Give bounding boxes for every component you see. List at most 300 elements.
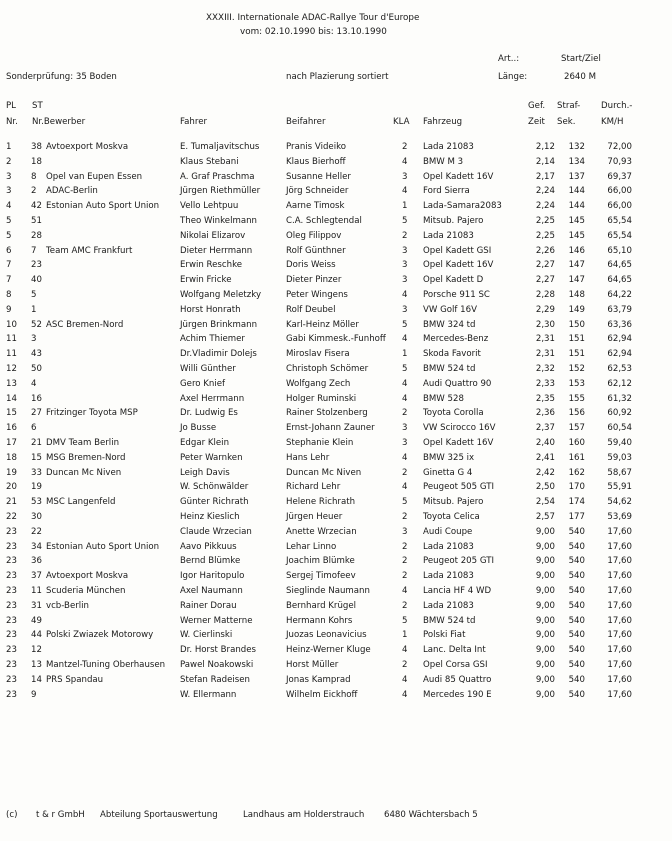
cell-kla: 5 [402, 497, 408, 508]
cell-st: 15 [31, 452, 42, 463]
cell-kmh: 17,60 [607, 660, 632, 670]
cell-pl: 2 [6, 156, 12, 167]
col-beifahrer: Beifahrer [286, 117, 326, 127]
cell-beifahrer: Aarne Timosk [286, 201, 345, 212]
cell-zeit: 2,31 [535, 349, 555, 360]
cell-beifahrer: Wilhelm Eickhoff [286, 689, 358, 700]
cell-pl: 4 [6, 201, 12, 212]
cell-fahrer: W. Schönwälder [180, 482, 249, 493]
cell-fahrzeug: BMW 528 [423, 393, 464, 404]
cell-fahrer: Dr.Vladimir Dolejs [180, 349, 257, 360]
cell-kla: 4 [402, 689, 408, 700]
cell-kla: 4 [402, 290, 408, 300]
col-kla: KLA [393, 117, 410, 127]
cell-fahrzeug: Toyota Celica [423, 512, 480, 522]
cell-st: 27 [31, 408, 42, 419]
cell-beifahrer: Jörg Schneider [286, 186, 349, 197]
cell-fahrzeug: Peugeot 505 GTI [423, 482, 494, 493]
cell-fahrer: Leigh Davis [180, 467, 230, 478]
cell-zeit: 2,54 [535, 497, 555, 508]
cell-straf: 160 [568, 438, 585, 448]
cell-pl: 3 [6, 171, 12, 182]
cell-st: 51 [31, 216, 42, 226]
cell-beifahrer: Christoph Schömer [286, 364, 369, 374]
cell-zeit: 2,31 [535, 334, 555, 345]
table-row [0, 200, 672, 214]
cell-fahrzeug: Lada 21083 [423, 571, 474, 582]
cell-fahrzeug: Lada 21083 [423, 230, 474, 241]
cell-zeit: 2,36 [535, 408, 555, 419]
cell-fahrer: Gero Knief [180, 378, 226, 389]
cell-straf: 540 [568, 586, 585, 596]
cell-pl: 3 [6, 186, 12, 197]
cell-fahrzeug: Lada 21083 [423, 142, 474, 152]
cell-pl: 22 [6, 512, 17, 522]
cell-beifahrer: Richard Lehr [286, 482, 341, 493]
cell-st: 4 [31, 378, 37, 389]
table-row [0, 348, 672, 362]
cell-kmh: 17,60 [607, 674, 632, 685]
col-fahrer: Fahrer [180, 117, 208, 127]
laenge-value: 2640 M [564, 72, 597, 82]
cell-beifahrer: Stephanie Klein [286, 438, 354, 448]
cell-zeit: 2,28 [535, 290, 555, 300]
table-row [0, 319, 672, 333]
cell-zeit: 2,29 [535, 304, 555, 315]
cell-pl: 14 [6, 393, 17, 404]
sonderpruefung-label: Sonderprüfung: 35 Boden [6, 72, 117, 82]
cell-beifahrer: Holger Ruminski [286, 393, 357, 404]
cell-beifahrer: Duncan Mc Niven [286, 467, 362, 478]
cell-fahrer: Willi Günther [180, 364, 236, 374]
cell-bewerber: MSG Bremen-Nord [46, 452, 126, 463]
cell-kmh: 62,94 [607, 349, 632, 360]
cell-fahrzeug: Polski Fiat [423, 630, 466, 641]
cell-straf: 540 [568, 600, 585, 611]
cell-pl: 6 [6, 245, 12, 256]
cell-straf: 134 [568, 156, 585, 167]
cell-beifahrer: Doris Weiss [286, 260, 336, 271]
cell-straf: 144 [568, 201, 585, 212]
cell-zeit: 9,00 [535, 645, 555, 656]
cell-fahrzeug: Porsche 911 SC [423, 290, 490, 300]
cell-fahrer: W. Ellermann [180, 689, 237, 700]
cell-fahrer: Rainer Dorau [180, 600, 237, 611]
cell-kmh: 64,65 [607, 260, 632, 271]
cell-kmh: 62,94 [607, 334, 632, 345]
footer-copyright: (c) [6, 810, 18, 820]
cell-pl: 23 [6, 674, 17, 685]
cell-st: 33 [31, 467, 42, 478]
cell-straf: 177 [568, 512, 585, 522]
cell-st: 19 [31, 482, 42, 493]
table-row [0, 585, 672, 599]
cell-kla: 2 [402, 600, 408, 611]
cell-zeit: 2,50 [535, 482, 555, 493]
cell-pl: 21 [6, 497, 17, 508]
cell-fahrzeug: Lanc. Delta Int [423, 645, 486, 656]
cell-beifahrer: Dieter Pinzer [286, 275, 342, 286]
table-row [0, 437, 672, 451]
cell-pl: 23 [6, 541, 17, 552]
col-straf-bottom: Sek. [557, 117, 576, 127]
cell-kla: 3 [402, 304, 408, 315]
cell-beifahrer: Jonas Kamprad [286, 674, 351, 685]
cell-zeit: 2,32 [535, 364, 555, 374]
cell-kla: 5 [402, 216, 408, 226]
cell-straf: 540 [568, 556, 585, 567]
cell-pl: 23 [6, 600, 17, 611]
cell-beifahrer: Susanne Heller [286, 171, 351, 182]
cell-bewerber: Team AMC Frankfurt [46, 245, 133, 256]
cell-st: 16 [31, 393, 42, 404]
cell-bewerber: Scuderia München [46, 586, 126, 596]
cell-pl: 17 [6, 438, 17, 448]
cell-fahrzeug: Opel Kadett GSI [423, 245, 492, 256]
cell-st: 6 [31, 423, 37, 434]
cell-fahrzeug: Mitsub. Pajero [423, 497, 484, 508]
cell-fahrzeug: Opel Kadett 16V [423, 260, 494, 271]
cell-straf: 151 [568, 349, 585, 360]
cell-bewerber: Estonian Auto Sport Union [46, 541, 160, 552]
cell-straf: 149 [568, 304, 585, 315]
cell-beifahrer: Ernst-Johann Zauner [286, 423, 375, 434]
cell-fahrzeug: BMW 325 ix [423, 452, 475, 463]
table-row [0, 274, 672, 288]
cell-fahrer: Jürgen Brinkmann [180, 319, 258, 330]
cell-kmh: 69,37 [607, 171, 632, 182]
cell-kmh: 17,60 [607, 689, 632, 700]
cell-kmh: 61,32 [607, 393, 632, 404]
cell-fahrzeug: Audi Quattro 90 [423, 378, 492, 389]
table-row [0, 659, 672, 673]
col-pl-top: PL [6, 101, 16, 111]
cell-fahrer: Peter Warnken [180, 452, 243, 463]
cell-pl: 23 [6, 526, 17, 537]
cell-fahrzeug: Lada-Samara2083 [423, 201, 502, 212]
cell-fahrer: Günter Richrath [180, 497, 249, 508]
table-row [0, 156, 672, 170]
cell-kmh: 59,03 [607, 452, 632, 463]
cell-fahrzeug: Opel Corsa GSI [423, 660, 488, 670]
cell-pl: 10 [6, 319, 17, 330]
cell-kla: 4 [402, 156, 408, 167]
cell-beifahrer: Pranis Videiko [286, 142, 347, 152]
cell-kmh: 66,00 [607, 186, 632, 197]
cell-fahrzeug: BMW 524 td [423, 364, 476, 374]
cell-bewerber: MSC Langenfeld [46, 497, 116, 508]
report-dates: vom: 02.10.1990 bis: 13.10.1990 [240, 27, 387, 37]
cell-bewerber: Opel van Eupen Essen [46, 171, 143, 182]
cell-pl: 8 [6, 290, 12, 300]
cell-kmh: 55,91 [607, 482, 632, 493]
cell-zeit: 2,40 [535, 438, 555, 448]
cell-beifahrer: Joachim Blümke [286, 556, 355, 567]
cell-fahrer: W. Cierlinski [180, 630, 233, 641]
cell-st: 52 [31, 319, 42, 330]
cell-fahrer: Erwin Reschke [180, 260, 243, 271]
table-row [0, 407, 672, 421]
table-row [0, 452, 672, 466]
cell-fahrer: Aavo Pikkuus [180, 541, 237, 552]
cell-straf: 540 [568, 689, 585, 700]
cell-zeit: 2,42 [535, 467, 555, 478]
cell-kla: 1 [402, 630, 408, 641]
cell-fahrer: Nikolai Elizarov [180, 230, 246, 241]
cell-straf: 145 [568, 216, 585, 226]
cell-kmh: 17,60 [607, 645, 632, 656]
cell-kmh: 17,60 [607, 615, 632, 626]
cell-kmh: 17,60 [607, 526, 632, 537]
cell-straf: 540 [568, 541, 585, 552]
col-pl-bottom: Nr. [6, 117, 18, 127]
cell-zeit: 9,00 [535, 660, 555, 670]
cell-kla: 4 [402, 645, 408, 656]
cell-kmh: 65,54 [607, 230, 632, 241]
cell-kmh: 63,36 [607, 319, 632, 330]
cell-fahrer: Vello Lehtpuu [180, 201, 239, 212]
cell-straf: 540 [568, 660, 585, 670]
cell-kmh: 53,69 [607, 512, 632, 522]
cell-st: 12 [31, 645, 42, 656]
cell-pl: 23 [6, 689, 17, 700]
cell-beifahrer: Rolf Deubel [286, 304, 336, 315]
cell-kla: 4 [402, 334, 408, 345]
table-row [0, 689, 672, 703]
cell-st: 40 [31, 275, 42, 286]
cell-zeit: 9,00 [535, 571, 555, 582]
cell-zeit: 2,57 [535, 512, 555, 522]
cell-st: 28 [31, 230, 42, 241]
cell-fahrer: Wolfgang Meletzky [180, 290, 262, 300]
cell-pl: 5 [6, 216, 12, 226]
laenge-label: Länge: [498, 72, 528, 82]
cell-bewerber: vcb-Berlin [46, 600, 89, 611]
cell-zeit: 2,41 [535, 452, 555, 463]
cell-pl: 18 [6, 452, 17, 463]
cell-beifahrer: Juozas Leonavicius [286, 630, 367, 641]
col-durch-bottom: KM/H [601, 117, 624, 127]
cell-straf: 174 [568, 497, 585, 508]
cell-fahrer: Horst Honrath [180, 304, 241, 315]
cell-zeit: 2,35 [535, 393, 555, 404]
cell-st: 34 [31, 541, 42, 552]
table-row [0, 245, 672, 259]
cell-kmh: 65,10 [607, 245, 632, 256]
cell-fahrzeug: VW Scirocco 16V [423, 423, 496, 434]
cell-kla: 2 [402, 660, 408, 670]
table-row [0, 422, 672, 436]
cell-st: 22 [31, 526, 42, 537]
cell-pl: 7 [6, 260, 12, 271]
cell-st: 23 [31, 260, 42, 271]
cell-kmh: 70,93 [607, 156, 632, 167]
cell-kla: 3 [402, 275, 408, 286]
cell-zeit: 9,00 [535, 674, 555, 685]
cell-straf: 540 [568, 645, 585, 656]
col-gef-bottom: Zeit [528, 117, 545, 127]
cell-st: 37 [31, 571, 42, 582]
cell-kla: 4 [402, 674, 408, 685]
cell-zeit: 2,25 [535, 216, 555, 226]
cell-kmh: 66,00 [607, 201, 632, 212]
cell-pl: 20 [6, 482, 17, 493]
table-row [0, 496, 672, 510]
cell-st: 43 [31, 349, 42, 360]
cell-st: 36 [31, 556, 42, 567]
cell-st: 5 [31, 290, 37, 300]
col-st-bottom: Nr.Bewerber [32, 117, 86, 127]
table-row [0, 467, 672, 481]
cell-kla: 2 [402, 556, 408, 567]
cell-straf: 540 [568, 571, 585, 582]
cell-st: 7 [31, 245, 37, 256]
cell-pl: 12 [6, 364, 17, 374]
cell-pl: 23 [6, 615, 17, 626]
cell-straf: 540 [568, 526, 585, 537]
cell-straf: 170 [568, 482, 585, 493]
footer-address: Landhaus am Holderstrauch [243, 810, 365, 820]
table-row [0, 259, 672, 273]
cell-fahrzeug: Mitsub. Pajero [423, 216, 484, 226]
cell-st: 21 [31, 438, 42, 448]
cell-straf: 161 [568, 452, 585, 463]
cell-fahrzeug: VW Golf 16V [423, 304, 477, 315]
cell-straf: 151 [568, 334, 585, 345]
art-label: Art..: [498, 54, 520, 64]
table-row [0, 289, 672, 303]
cell-straf: 540 [568, 615, 585, 626]
cell-kmh: 58,67 [607, 467, 632, 478]
cell-straf: 162 [568, 467, 585, 478]
cell-fahrzeug: Toyota Corolla [423, 408, 484, 419]
cell-kla: 5 [402, 364, 408, 374]
cell-fahrer: Stefan Radeisen [180, 674, 250, 685]
cell-pl: 11 [6, 334, 17, 345]
cell-pl: 9 [6, 304, 12, 315]
cell-beifahrer: Oleg Filippov [286, 230, 342, 241]
cell-kmh: 62,12 [607, 378, 632, 389]
report-title: XXXIII. Internationale ADAC-Rallye Tour d'Europe [206, 13, 420, 23]
cell-bewerber: Estonian Auto Sport Union [46, 201, 160, 212]
cell-fahrer: Jürgen Riethmüller [180, 186, 261, 197]
cell-straf: 146 [568, 245, 585, 256]
cell-st: 38 [31, 142, 42, 152]
cell-kmh: 72,00 [607, 142, 632, 152]
cell-beifahrer: Wolfgang Zech [286, 378, 351, 389]
cell-kla: 3 [402, 245, 408, 256]
cell-pl: 11 [6, 349, 17, 360]
cell-straf: 132 [568, 142, 585, 152]
cell-zeit: 2,26 [535, 245, 555, 256]
cell-kla: 4 [402, 452, 408, 463]
table-row [0, 141, 672, 155]
cell-fahrer: Theo Winkelmann [180, 216, 257, 226]
start-ziel-label: Start/Ziel [561, 54, 601, 64]
cell-pl: 23 [6, 556, 17, 567]
cell-pl: 1 [6, 142, 12, 152]
cell-fahrzeug: Ginetta G 4 [423, 467, 473, 478]
cell-pl: 15 [6, 408, 17, 419]
cell-kla: 2 [402, 512, 408, 522]
cell-pl: 7 [6, 275, 12, 286]
cell-zeit: 9,00 [535, 689, 555, 700]
cell-beifahrer: Miroslav Fisera [286, 349, 350, 360]
cell-zeit: 9,00 [535, 526, 555, 537]
cell-fahrzeug: Opel Kadett 16V [423, 438, 494, 448]
cell-fahrer: A. Graf Praschma [180, 171, 255, 182]
cell-fahrzeug: Ford Sierra [423, 186, 470, 197]
cell-pl: 23 [6, 571, 17, 582]
cell-beifahrer: Horst Müller [286, 660, 339, 670]
cell-kla: 4 [402, 393, 408, 404]
cell-st: 50 [31, 364, 42, 374]
table-row [0, 555, 672, 569]
cell-straf: 152 [568, 364, 585, 374]
col-gef-top: Gef. [528, 101, 546, 111]
cell-zeit: 9,00 [535, 586, 555, 596]
col-durch-top: Durch.- [601, 101, 633, 111]
cell-beifahrer: Karl-Heinz Möller [286, 319, 359, 330]
cell-st: 3 [31, 334, 37, 345]
cell-fahrer: Achim Thiemer [180, 334, 245, 345]
cell-fahrer: Edgar Klein [180, 438, 230, 448]
cell-kmh: 17,60 [607, 630, 632, 641]
cell-zeit: 2,12 [535, 142, 555, 152]
table-row [0, 171, 672, 185]
cell-bewerber: Avtoexport Moskva [46, 571, 129, 582]
cell-kmh: 60,54 [607, 423, 632, 434]
cell-straf: 147 [568, 275, 585, 286]
cell-kla: 2 [402, 541, 408, 552]
cell-beifahrer: Hermann Kohrs [286, 615, 353, 626]
cell-st: 14 [31, 674, 42, 685]
cell-fahrzeug: Opel Kadett 16V [423, 171, 494, 182]
cell-pl: 23 [6, 586, 17, 596]
cell-beifahrer: Jürgen Heuer [286, 512, 343, 522]
cell-kla: 3 [402, 526, 408, 537]
cell-beifahrer: Hans Lehr [286, 452, 330, 463]
cell-kla: 2 [402, 230, 408, 241]
cell-fahrzeug: Lada 21083 [423, 600, 474, 611]
cell-kmh: 63,79 [607, 304, 632, 315]
footer-department: Abteilung Sportauswertung [100, 810, 218, 820]
cell-fahrzeug: Skoda Favorit [423, 349, 481, 360]
cell-kla: 2 [402, 408, 408, 419]
cell-fahrer: Werner Matterne [180, 615, 253, 626]
cell-pl: 16 [6, 423, 17, 434]
cell-st: 18 [31, 156, 42, 167]
cell-st: 31 [31, 600, 42, 611]
cell-straf: 540 [568, 630, 585, 641]
cell-bewerber: Fritzinger Toyota MSP [46, 408, 138, 419]
cell-fahrer: Claude Wrzecian [180, 526, 252, 537]
cell-pl: 23 [6, 645, 17, 656]
col-fahrzeug: Fahrzeug [423, 117, 463, 127]
table-row [0, 570, 672, 584]
cell-kmh: 62,53 [607, 364, 632, 374]
table-row [0, 393, 672, 407]
cell-pl: 5 [6, 230, 12, 241]
cell-st: 42 [31, 201, 42, 212]
cell-kla: 5 [402, 319, 408, 330]
cell-zeit: 2,14 [535, 156, 555, 167]
cell-straf: 148 [568, 290, 585, 300]
cell-st: 11 [31, 586, 42, 596]
footer-city: 6480 Wächtersbach 5 [384, 810, 478, 820]
cell-fahrer: Dr. Ludwig Es [180, 408, 238, 419]
cell-st: 9 [31, 689, 37, 700]
